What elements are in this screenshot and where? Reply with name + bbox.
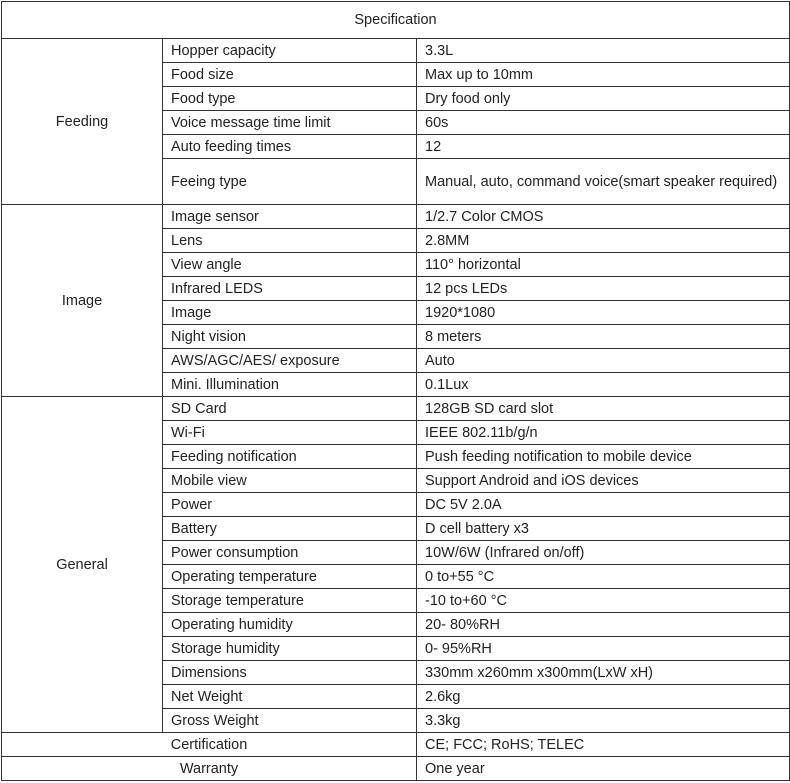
spec-label: Battery [163, 517, 417, 541]
certification-value: CE; FCC; RoHS; TELEC [417, 733, 790, 757]
spec-value: 1/2.7 Color CMOS [417, 205, 790, 229]
table-title: Specification [2, 2, 790, 39]
spec-label: Voice message time limit [163, 111, 417, 135]
spec-label: Power [163, 493, 417, 517]
spec-value: 3.3kg [417, 709, 790, 733]
spec-value: 0 to+55 °C [417, 565, 790, 589]
table-row [2, 397, 790, 421]
spec-label: Mobile view [163, 469, 417, 493]
title-row [2, 2, 790, 39]
spec-value: Auto [417, 349, 790, 373]
spec-label: Storage humidity [163, 637, 417, 661]
spec-value: 12 pcs LEDs [417, 277, 790, 301]
spec-value: 10W/6W (Infrared on/off) [417, 541, 790, 565]
spec-label: Lens [163, 229, 417, 253]
spec-label: Feeing type [163, 159, 417, 205]
spec-label: Mini. Illumination [163, 373, 417, 397]
spec-value: 0.1Lux [417, 373, 790, 397]
spec-value: 110° horizontal [417, 253, 790, 277]
group-image: Image [2, 205, 163, 397]
spec-label: AWS/AGC/AES/ exposure [163, 349, 417, 373]
spec-label: Feeding notification [163, 445, 417, 469]
spec-value: DC 5V 2.0A [417, 493, 790, 517]
spec-value: Support Android and iOS devices [417, 469, 790, 493]
spec-label: View angle [163, 253, 417, 277]
spec-value: 2.6kg [417, 685, 790, 709]
spec-value: Push feeding notification to mobile device [417, 445, 790, 469]
spec-label: Storage temperature [163, 589, 417, 613]
spec-label: Image [163, 301, 417, 325]
spec-label: Net Weight [163, 685, 417, 709]
warranty-value: One year [417, 757, 790, 781]
group-feeding: Feeding [2, 39, 163, 205]
spec-label: Power consumption [163, 541, 417, 565]
spec-value: Max up to 10mm [417, 63, 790, 87]
spec-value: 0- 95%RH [417, 637, 790, 661]
group-general: General [2, 397, 163, 733]
spec-value: -10 to+60 °C [417, 589, 790, 613]
warranty-label: Warranty [2, 757, 417, 781]
spec-value: 330mm x260mm x300mm(LxW xH) [417, 661, 790, 685]
spec-value: 12 [417, 135, 790, 159]
spec-label: Operating humidity [163, 613, 417, 637]
spec-value: 1920*1080 [417, 301, 790, 325]
spec-value: 128GB SD card slot [417, 397, 790, 421]
spec-value: Manual, auto, command voice(smart speaker required) [417, 159, 790, 205]
specification-table [1, 1, 790, 781]
spec-value: 8 meters [417, 325, 790, 349]
spec-label: Hopper capacity [163, 39, 417, 63]
certification-label: Certification [2, 733, 417, 757]
certification-row [2, 733, 790, 757]
spec-label: Night vision [163, 325, 417, 349]
spec-label: SD Card [163, 397, 417, 421]
spec-value: Dry food only [417, 87, 790, 111]
spec-value: 2.8MM [417, 229, 790, 253]
spec-label: Infrared LEDS [163, 277, 417, 301]
warranty-row [2, 757, 790, 781]
spec-label: Image sensor [163, 205, 417, 229]
spec-label: Dimensions [163, 661, 417, 685]
spec-value: D cell battery x3 [417, 517, 790, 541]
spec-label: Operating temperature [163, 565, 417, 589]
table-row [2, 205, 790, 229]
spec-value: IEEE 802.11b/g/n [417, 421, 790, 445]
spec-value: 60s [417, 111, 790, 135]
spec-value: 20- 80%RH [417, 613, 790, 637]
spec-label: Gross Weight [163, 709, 417, 733]
spec-label: Food size [163, 63, 417, 87]
spec-value: 3.3L [417, 39, 790, 63]
spec-label: Wi-Fi [163, 421, 417, 445]
spec-label: Food type [163, 87, 417, 111]
table-row [2, 39, 790, 63]
spec-label: Auto feeding times [163, 135, 417, 159]
